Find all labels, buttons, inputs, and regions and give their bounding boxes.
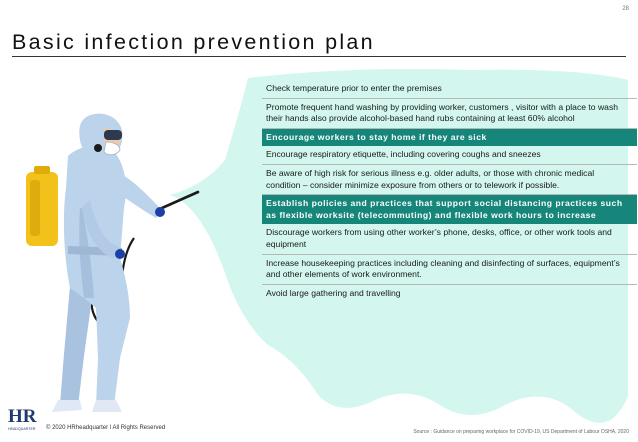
list-item: Check temperature prior to enter the premises (262, 83, 637, 99)
prevention-list (262, 83, 637, 302)
list-item-highlight: Establish policies and practices that support social distancing practices such as flexible worksite (telecommuting) and flexible work hours to increase (262, 195, 637, 224)
list-item: Increase housekeeping practices including cleaning and disinfecting of surfaces, equipment’s and other elements of work environment. (262, 255, 637, 285)
disinfecting-worker-illustration (22, 108, 240, 422)
list-item: Discourage workers from using other worker’s phone, desks, office, or other work tools and equipment (262, 224, 637, 254)
list-item: Avoid large gathering and travelling (266, 287, 401, 298)
list-item: Promote frequent hand washing by providing worker, customers , visitor with a place to wash their hands also provide alcohol-based hand rubs containing at least 60% alcohol (262, 99, 637, 129)
list-item-highlight: Encourage workers to stay home if they are sick (262, 129, 637, 147)
svg-text:HR: HR (8, 406, 37, 427)
copyright-notice: © 2020 HRheadquarter l All Rights Reserved (46, 425, 166, 431)
page-number: 28 (622, 6, 629, 12)
source-citation: Source : Guidance on preparing workplace for COVID-19, US Department of Labour OSHA, 2020 (413, 429, 629, 435)
page-title: Basic infection prevention plan (12, 30, 375, 54)
svg-text:HEADQUARTER: HEADQUARTER (8, 427, 36, 431)
hrheadquarter-logo (8, 405, 40, 433)
list-item: Encourage respiratory etiquette, including covering coughs and sneezes (262, 146, 637, 165)
list-item: Be aware of high risk for serious illness e.g. older adults, or those with chronic medical condition – consider minimize exposure from others or to telework if possible. (262, 165, 637, 195)
